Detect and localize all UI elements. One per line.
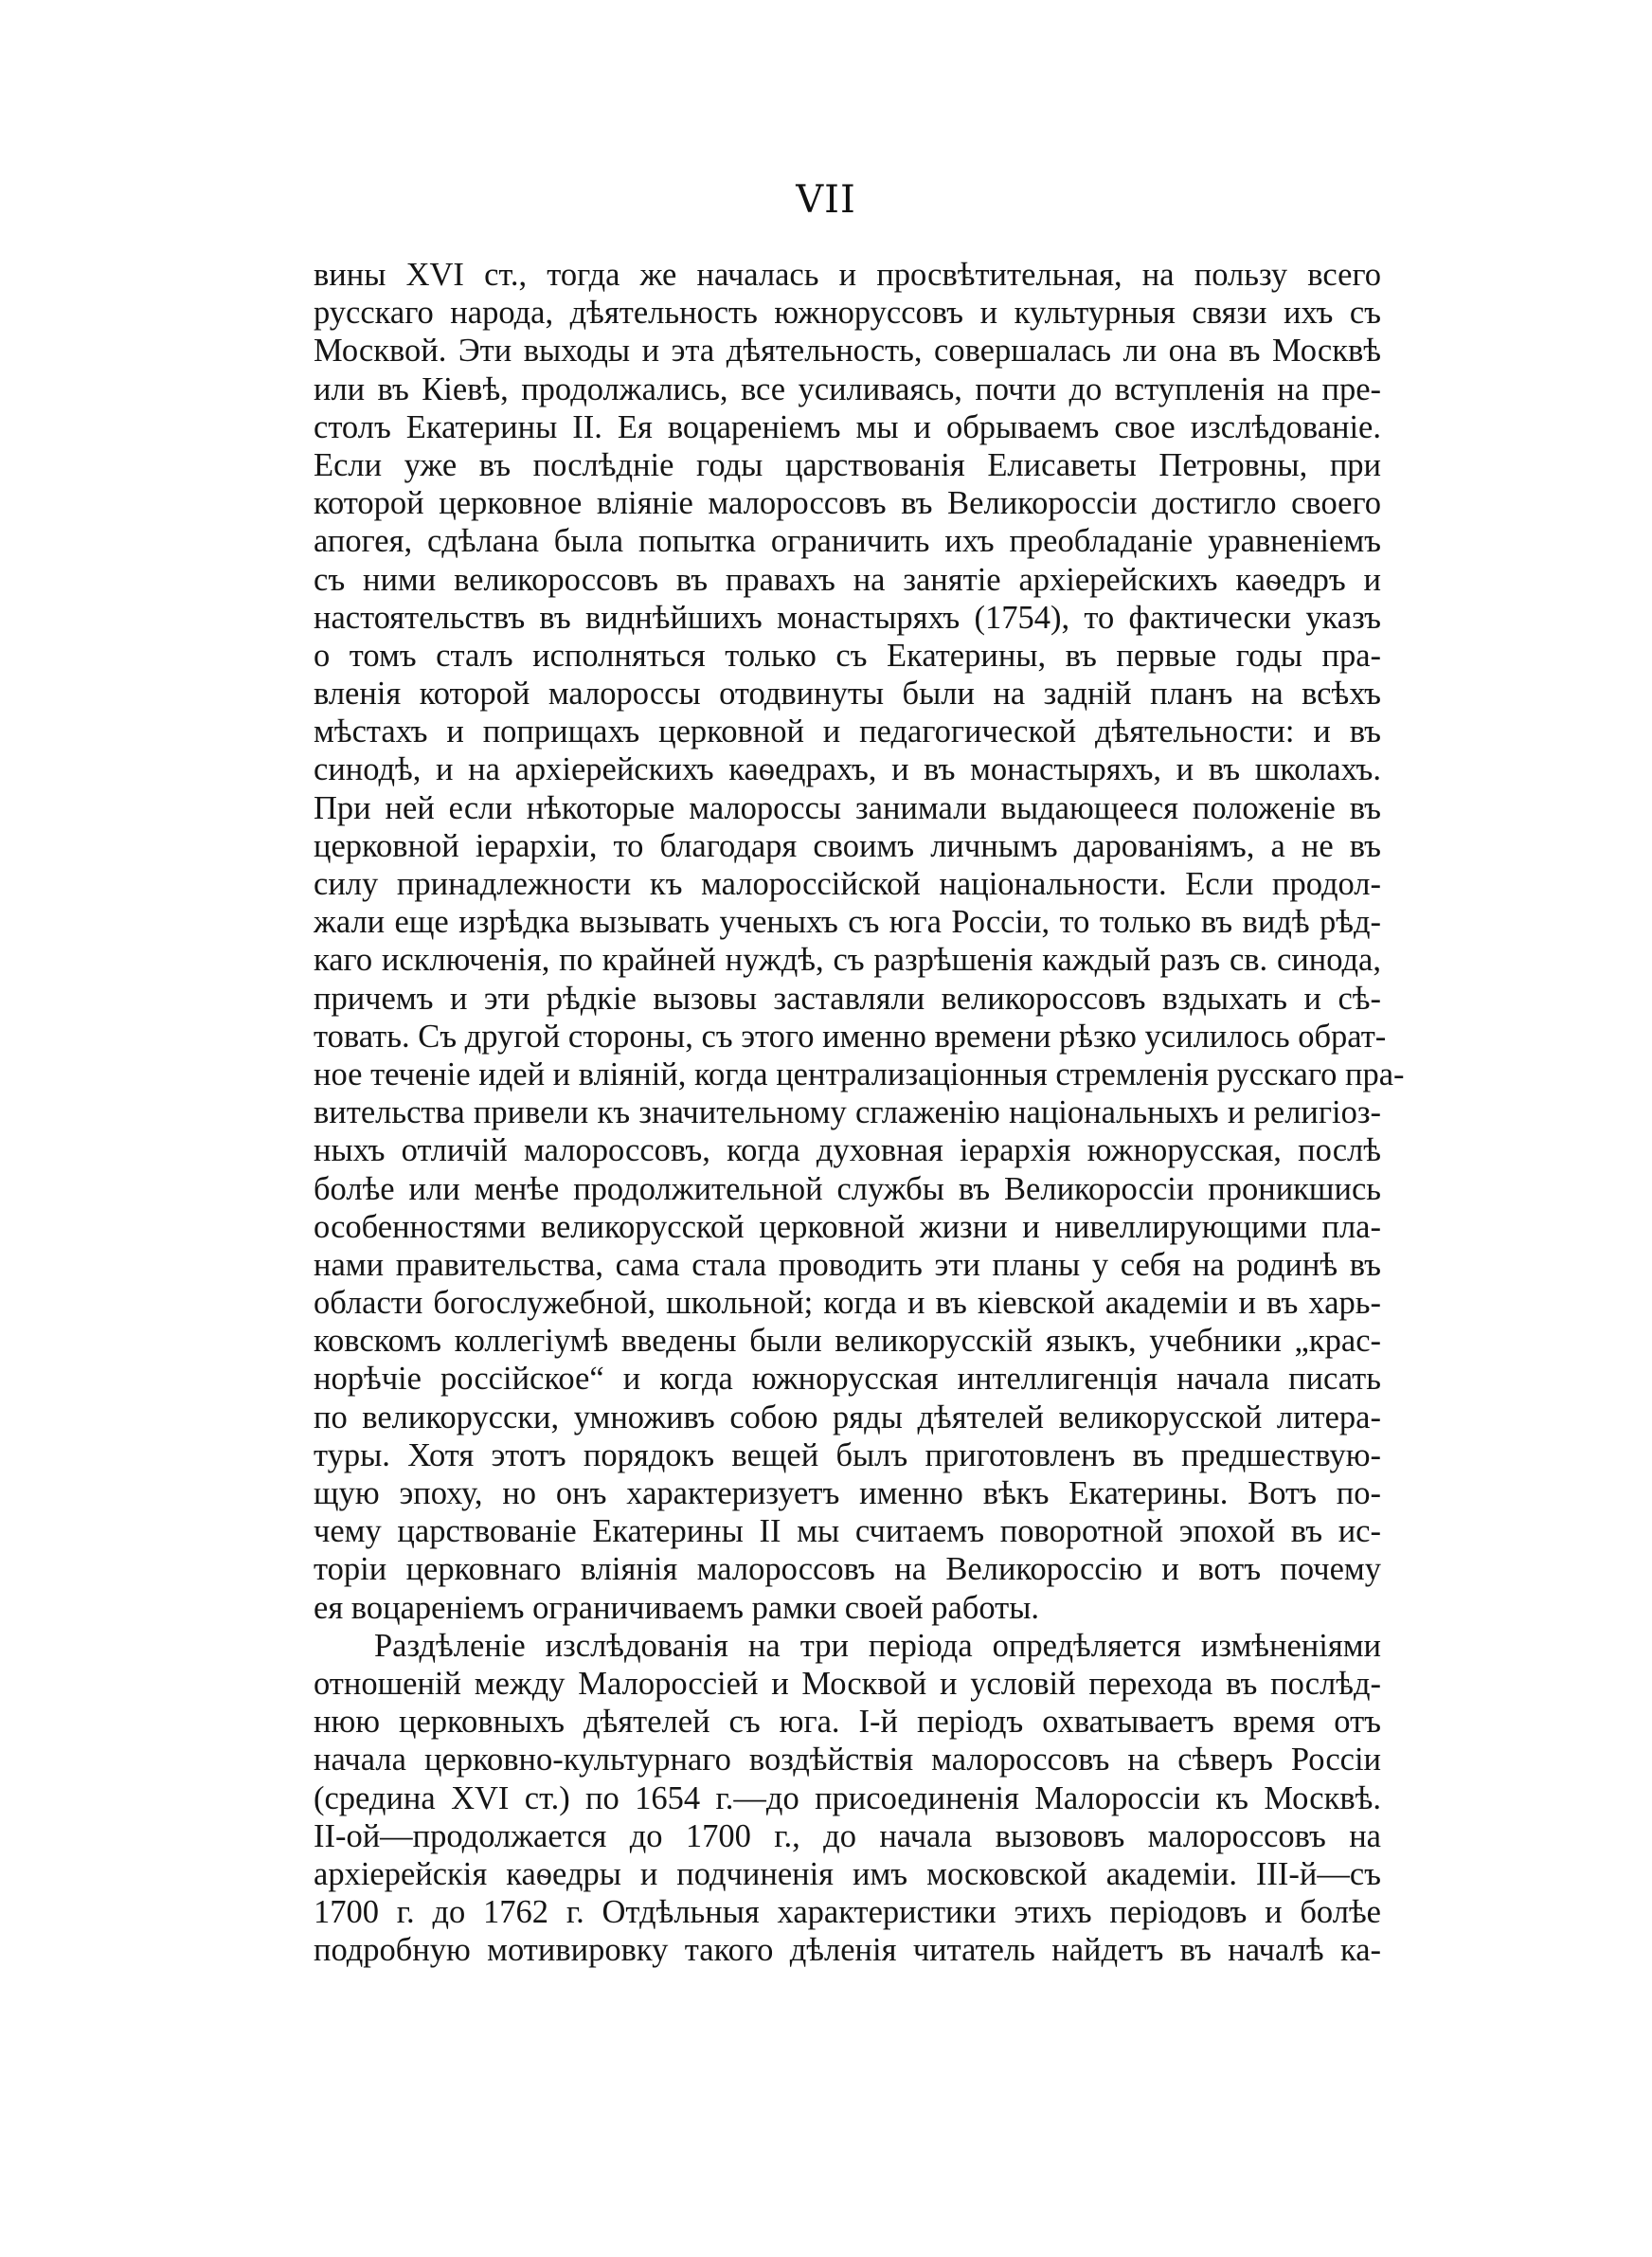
text-line: При ней если нѣкоторые малороссы занимали выдающееся положеніе въ — [314, 789, 1381, 826]
text-line: вительства привели къ значительному сглаженію національныхъ и религіоз- — [314, 1094, 1381, 1131]
paragraph-2 — [314, 1627, 1381, 1970]
text-line: начала церковно-культурнаго воздѣйствія малороссовъ на сѣверъ Россіи — [314, 1742, 1381, 1779]
text-line: вленія которой малороссы отодвинуты были на задній планъ на всѣхъ — [314, 676, 1381, 713]
body-text — [314, 256, 1405, 1969]
text-line: или въ Кіевѣ, продолжались, все усиливаясь, почти до вступленія на пре- — [314, 370, 1381, 407]
text-line: столъ Екатерины II. Ея воцареніемъ мы и обрываемъ свое изслѣдованіе. — [314, 408, 1381, 445]
text-line: 1700 г. до 1762 г. Отдѣльныя характеристики этихъ періодовъ и болѣе — [314, 1894, 1381, 1931]
text-line: нами правительства, сама стала проводить эти планы у себя на родинѣ въ — [314, 1246, 1381, 1283]
text-line: ныхъ отличій малороссовъ, когда духовная іерархія южнорусская, послѣ — [314, 1132, 1381, 1169]
text-line: жали еще изрѣдка вызывать ученыхъ съ юга Россіи, то только въ видѣ рѣд- — [314, 904, 1381, 941]
text-line: ковскомъ коллегіумѣ введены были великорусскій языкъ, учебники „крас- — [314, 1323, 1381, 1360]
paragraph-1 — [314, 256, 1405, 1627]
text-line: норѣчіе россійское“ и когда южнорусская интеллигенція начала писать — [314, 1361, 1381, 1398]
text-line: мѣстахъ и поприщахъ церковной и педагогической дѣятельности: и въ — [314, 713, 1381, 750]
text-line: синодѣ, и на архіерейскихъ каѳедрахъ, и въ монастыряхъ, и въ школахъ. — [314, 751, 1381, 788]
text-line: II-ой—продолжается до 1700 г., до начала вызововъ малороссовъ на — [314, 1817, 1381, 1854]
text-line: отношеній между Малороссіей и Москвой и условій перехода въ послѣд- — [314, 1665, 1381, 1702]
text-line: области богослужебной, школьной; когда и въ кіевской академіи и въ харь- — [314, 1285, 1381, 1322]
text-line: нюю церковныхъ дѣятелей съ юга. I-й періодъ охватываетъ время отъ — [314, 1704, 1381, 1741]
text-line: товать. Съ другой стороны, съ этого именно времени рѣзко усилилось обрат- — [314, 1018, 1387, 1055]
text-line: особенностями великорусской церковной жизни и нивеллирующими пла- — [314, 1208, 1381, 1245]
text-line: архіерейскія каѳедры и подчиненія имъ московской академіи. III-й—съ — [314, 1855, 1381, 1892]
text-line: вины XVI ст., тогда же началась и просвѣтительная, на пользу всего — [314, 257, 1381, 293]
text-line: церковной іерархіи, то благодаря своимъ личнымъ дарованіямъ, а не въ — [314, 827, 1381, 864]
text-line: Если уже въ послѣдніе годы царствованія Елисаветы Петровны, при — [314, 446, 1381, 483]
text-line: ное теченіе идей и вліяній, когда централизаціонныя стремленія русскаго пра- — [314, 1056, 1405, 1092]
text-line: (средина XVI ст.) по 1654 г.—до присоединенія Малороссіи къ Москвѣ. — [314, 1779, 1381, 1816]
text-line: щую эпоху, но онъ характеризуетъ именно вѣкъ Екатерины. Вотъ по- — [314, 1475, 1381, 1511]
text-line: ея воцареніемъ ограничиваемъ рамки своей работы. — [314, 1589, 1040, 1626]
text-line: о томъ сталъ исполняться только съ Екатерины, въ первые годы пра- — [314, 637, 1381, 674]
text-line: торіи церковнаго вліянія малороссовъ на Великороссію и вотъ почему — [314, 1551, 1381, 1588]
text-line: силу принадлежности къ малороссійской національности. Если продол- — [314, 866, 1381, 902]
text-line: каго исключенія, по крайней нуждѣ, съ разрѣшенія каждый разъ св. синода, — [314, 942, 1381, 979]
text-line: которой церковное вліяніе малороссовъ въ Великороссіи достигло своего — [314, 485, 1381, 522]
text-line: чему царствованіе Екатерины II мы считаемъ поворотной эпохой въ ис- — [314, 1513, 1381, 1550]
text-line: апогея, сдѣлана была попытка ограничить ихъ преобладаніе уравненіемъ — [314, 523, 1381, 560]
text-line: русскаго народа, дѣятельность южноруссовъ и культурныя связи ихъ съ — [314, 295, 1381, 332]
text-line: Раздѣленіе изслѣдованія на три періода опредѣляется измѣненіями — [374, 1627, 1381, 1664]
text-line: подробную мотивировку такого дѣленія читатель найдетъ въ началѣ ка- — [314, 1932, 1381, 1969]
text-line: по великорусски, умноживъ собою ряды дѣятелей великорусской литера- — [314, 1399, 1381, 1435]
text-line: туры. Хотя этотъ порядокъ вещей былъ приготовленъ въ предшествую- — [314, 1436, 1381, 1473]
page-number: VII — [796, 178, 856, 222]
text-line: причемъ и эти рѣдкіе вызовы заставляли великороссовъ вздыхать и сѣ- — [314, 980, 1381, 1017]
text-line: настоятельствъ въ виднѣйшихъ монастыряхъ (1754), то фактически указъ — [314, 599, 1381, 636]
text-line: съ ними великороссовъ въ правахъ на занятіе архіерейскихъ каѳедръ и — [314, 561, 1381, 598]
text-line: болѣе или менѣе продолжительной службы въ Великороссіи проникшись — [314, 1170, 1381, 1207]
text-line: Москвой. Эти выходы и эта дѣятельность, совершалась ли она въ Москвѣ — [314, 333, 1381, 370]
